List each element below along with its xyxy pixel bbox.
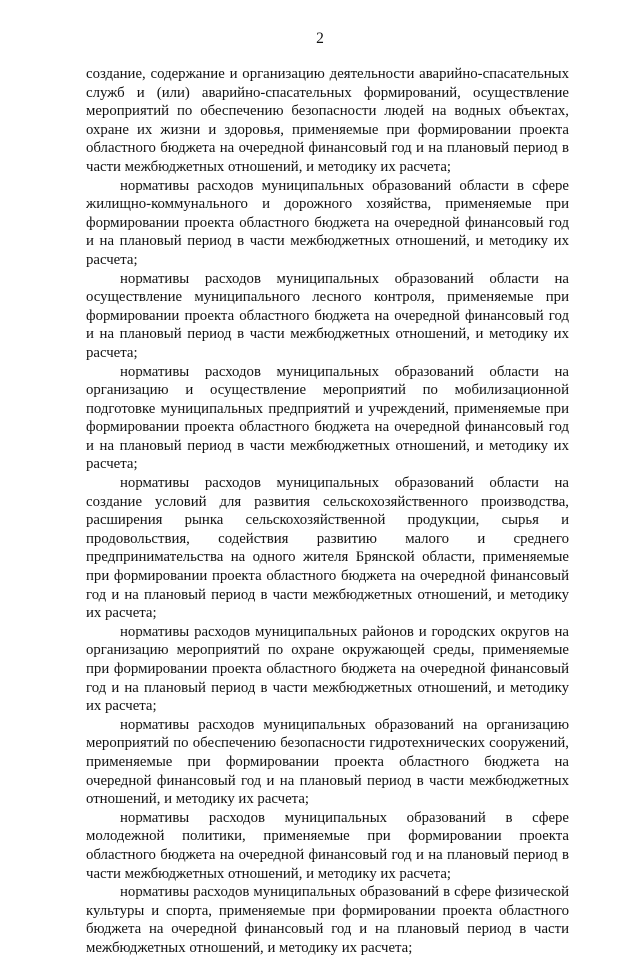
paragraph: нормативы расходов муниципальных образований области на создание условий для развития сельскохозяйственного производства, расширения рынка сельскохозяйственной продукции, сырья и продовольствия, содействия развитию малого и среднего предпринимательства на одного жителя Брянской области, применяемые при формировании проекта областного бюджета на очередной финансовый год и на плановый период в части межбюджетных отношений, и методику их расчета; — [86, 475, 569, 622]
paragraph: нормативы расходов муниципальных образований на организацию мероприятий по обеспечению безопасности гидротехнических сооружений, применяемые при формировании проекта областного бюджета на очередной финансовый год и на плановый период в части межбюджетных отношений, и методику их расчета; — [86, 716, 569, 808]
paragraph: нормативы расходов муниципальных образований области на организацию и осуществление мероприятий по мобилизационной подготовке муниципальных предприятий и учреждений, применяемые при формировании проекта областного бюджета на очередной финансовый год и на плановый период в части межбюджетных отношений, и методику их расчета; — [86, 363, 569, 473]
paragraph: создание, содержание и организацию деятельности аварийно-спасательных служб и (или) аварийно-спасательных формирований, осуществление мероприятий по обеспечению безопасности людей на водных объектах, охране их жизни и здоровья, применяемые при формировании проекта областного бюджета на очередной финансовый год и на плановый период в части межбюджетных отношений, и методику их расчета; — [86, 66, 569, 175]
paragraph: нормативы расходов муниципальных образований в сфере физической культуры и спорта, применяемые при формировании проекта областного бюджета на очередной финансовый год и на плановый период в части межбюджетных отношений, и методику их расчета; — [86, 884, 569, 956]
paragraph: нормативы расходов муниципальных образований в сфере молодежной политики, применяемые при формировании проекта областного бюджета на очередной финансовый год и на плановый период в части межбюджетных отношений, и методику их расчета; — [86, 809, 569, 882]
document-body — [86, 65, 569, 958]
paragraph: нормативы расходов муниципальных образований области на осуществление муниципального лесного контроля, применяемые при формировании проекта областного бюджета на очередной финансовый год и на плановый период в части межбюджетных отношений, и методику их расчета; — [86, 270, 569, 361]
paragraph: нормативы расходов муниципальных районов и городских округов на организацию мероприятий по охране окружающей среды, применяемые при формировании проекта областного бюджета на очередной финансовый год и на плановый период в части межбюджетных отношений, и методику их расчета; — [86, 623, 569, 715]
paragraph: нормативы расходов муниципальных образований области в сфере жилищно-коммунального и дорожного хозяйства, применяемые при формировании проекта областного бюджета на очередной финансовый год и на плановый период в части межбюджетных отношений, и методику их расчета; — [86, 177, 569, 268]
page-number: 2 — [316, 30, 324, 47]
